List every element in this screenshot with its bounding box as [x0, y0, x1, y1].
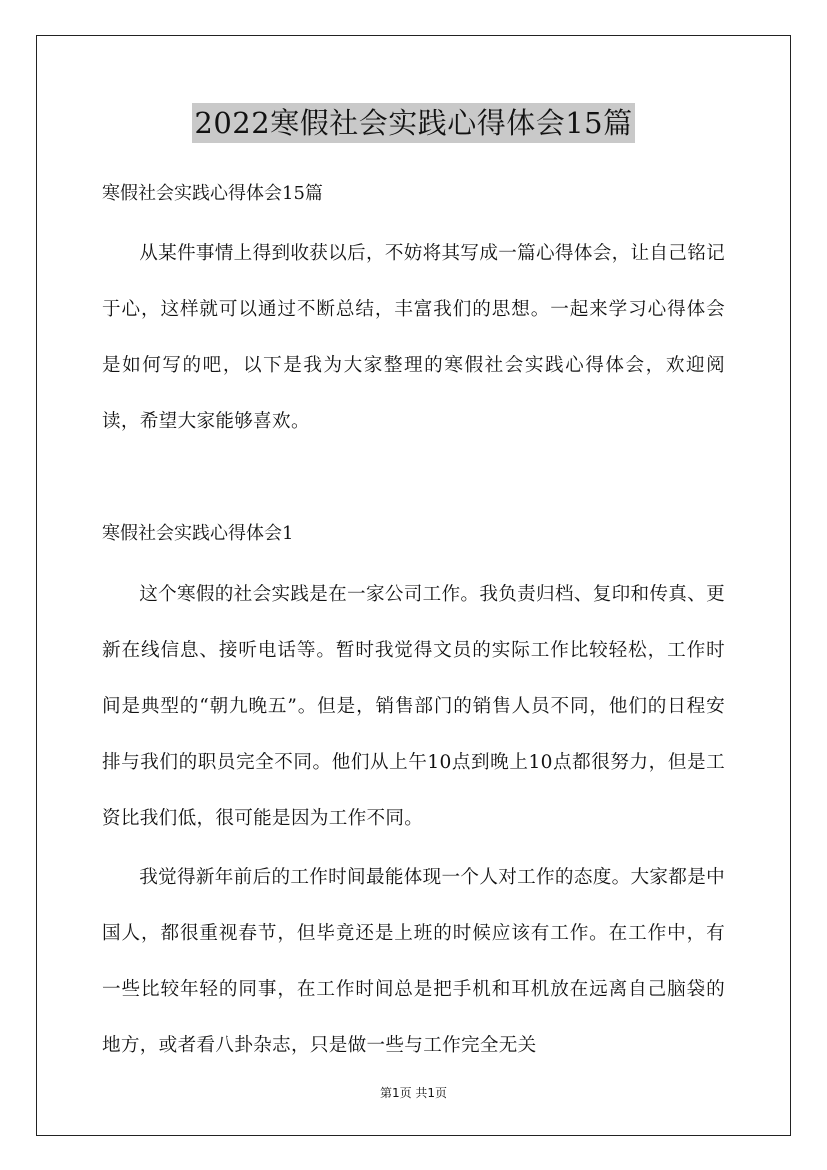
document-title: 2022寒假社会实践心得体会15篇 [192, 103, 634, 143]
body-paragraph: 从某件事情上得到收获以后，不妨将其写成一篇心得体会，让自己铭记于心，这样就可以通过不断总结，丰富我们的思想。一起来学习心得体会是如何写的吧，以下是我为大家整理的寒假社会实践心得体会，欢迎阅读，希望大家能够喜欢。 [102, 243, 725, 432]
section-heading: 寒假社会实践心得体会15篇 [102, 183, 323, 204]
body-paragraph: 我觉得新年前后的工作时间最能体现一个人对工作的态度。大家都是中国人，都很重视春节，但毕竟还是上班的时候应该有工作。在工作中，有一些比较年轻的同事，在工作时间总是把手机和耳机放在远离自己脑袋的地方，或者看八卦杂志，只是做一些与工作完全无关 [102, 867, 725, 1056]
title-container [0, 103, 827, 143]
section-heading: 寒假社会实践心得体会1 [102, 523, 294, 544]
page-number-footer: 第1页 共1页 [379, 1086, 448, 1100]
body-paragraph: 这个寒假的社会实践是在一家公司工作。我负责归档、复印和传真、更新在线信息、接听电话等。暂时我觉得文员的实际工作比较轻松，工作时间是典型的“朝九晚五”。但是，销售部门的销售人员不同，他们的日程安排与我们的职员完全不同。他们从上午10点到晚上10点都很努力，但是工资比我们低，很可能是因为工作不同。 [102, 584, 725, 829]
document-body [102, 170, 725, 1074]
